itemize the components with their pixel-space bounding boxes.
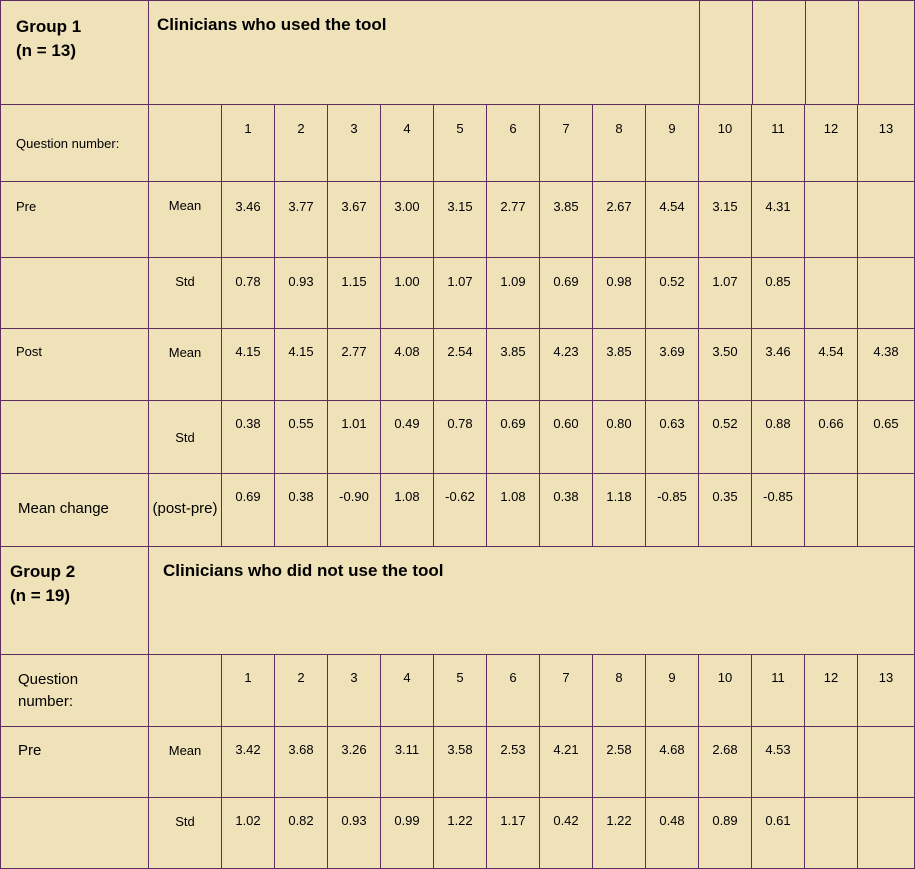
g1-post-std-value: 0.49: [380, 400, 434, 474]
group2-title: Clinicians who did not use the tool: [148, 546, 915, 655]
g1-pre-std-value: 1.07: [433, 257, 487, 329]
g1-post-std-value: 0.65: [857, 400, 915, 474]
g1-mean-change-value: 0.38: [274, 473, 328, 547]
g2-pre-mean-value: 2.58: [592, 726, 646, 798]
mean-change-label: Mean change: [0, 473, 149, 547]
g1-question-number: 5: [433, 104, 487, 182]
g1-mean-change-value: 0.69: [221, 473, 275, 547]
g1-post-std-value: 0.69: [486, 400, 540, 474]
g1-pre-mean-value: 3.77: [274, 181, 328, 258]
g1-pre-mean-value: 3.85: [539, 181, 593, 258]
g2-question-number: 7: [539, 654, 593, 727]
pre-label: Pre: [0, 726, 149, 798]
g2-pre-std-value: 0.48: [645, 797, 699, 869]
pre-std-label-frame: [148, 797, 222, 869]
g1-question-number: 4: [380, 104, 434, 182]
g1-pre-mean-value: [804, 181, 858, 258]
g1-question-number: 9: [645, 104, 699, 182]
g2-pre-mean-value: 4.21: [539, 726, 593, 798]
g1-post-mean-value: 4.15: [274, 328, 328, 401]
g2-pre-std-value: [804, 797, 858, 869]
g2-pre-mean-value: 3.42: [221, 726, 275, 798]
g2-pre-std-value: 0.42: [539, 797, 593, 869]
group1-title: Clinicians who used the tool: [148, 0, 700, 105]
group2-label-line1: Group 2: [10, 562, 76, 581]
g2-pre-std-value: [857, 797, 915, 869]
g2-question-number: 2: [274, 654, 328, 727]
post-mean-label-frame: [148, 328, 222, 401]
g1-pre-std-value: 1.15: [327, 257, 381, 329]
pre-label: Pre: [0, 181, 149, 258]
group1-header-blank: [699, 0, 753, 105]
g1-question-number: 2: [274, 104, 328, 182]
g1-question-number: 3: [327, 104, 381, 182]
g1-pre-std-value: 0.69: [539, 257, 593, 329]
g2-pre-mean-value: 4.53: [751, 726, 805, 798]
g2-pre-mean-value: 3.26: [327, 726, 381, 798]
g1-question-number: 6: [486, 104, 540, 182]
mean-label: Mean: [148, 726, 222, 774]
g1-pre-mean-value: 3.67: [327, 181, 381, 258]
mean-label: Mean: [148, 181, 222, 229]
pre-std-label-frame: [148, 257, 222, 329]
g1-mean-change-value: -0.85: [645, 473, 699, 547]
blank-cell: [0, 400, 149, 474]
group1-label: [0, 0, 149, 105]
g1-post-std-value: 0.80: [592, 400, 646, 474]
g2-pre-std-value: 1.22: [433, 797, 487, 869]
std-label: Std: [148, 797, 222, 845]
pre-mean-label-frame: [148, 181, 222, 258]
g1-post-mean-value: 4.08: [380, 328, 434, 401]
g1-mean-change-value: [857, 473, 915, 547]
blank-cell: [148, 104, 222, 182]
post-label: Post: [0, 328, 149, 401]
g2-pre-mean-value: 3.11: [380, 726, 434, 798]
g2-pre-std-value: 0.82: [274, 797, 328, 869]
g1-pre-std-value: 0.98: [592, 257, 646, 329]
g1-question-number: 13: [857, 104, 915, 182]
g2-question-number: 5: [433, 654, 487, 727]
g1-post-mean-value: 4.23: [539, 328, 593, 401]
g2-pre-std-value: 1.17: [486, 797, 540, 869]
mean-label: Mean: [148, 328, 222, 375]
std-label: Std: [148, 400, 222, 474]
std-label: Std: [148, 257, 222, 304]
g1-post-std-value: 0.88: [751, 400, 805, 474]
group1-header-blank: [805, 0, 859, 105]
g2-pre-std-value: 1.22: [592, 797, 646, 869]
g1-post-mean-value: 3.69: [645, 328, 699, 401]
g2-question-number: 12: [804, 654, 858, 727]
g1-mean-change-value: 1.08: [486, 473, 540, 547]
g2-question-number: 11: [751, 654, 805, 727]
g2-question-number: 9: [645, 654, 699, 727]
g1-post-std-value: 1.01: [327, 400, 381, 474]
g1-pre-std-value: 1.07: [698, 257, 752, 329]
question-label-line2: number:: [18, 692, 74, 710]
g1-question-number: 7: [539, 104, 593, 182]
g1-question-number: 1: [221, 104, 275, 182]
g2-question-number: 3: [327, 654, 381, 727]
g2-pre-mean-value: 3.58: [433, 726, 487, 798]
g1-question-number: 12: [804, 104, 858, 182]
g2-question-number: 13: [857, 654, 915, 727]
group1-label-line2: (n = 13): [16, 41, 76, 60]
g1-post-std-value: 0.66: [804, 400, 858, 474]
g2-pre-std-value: 1.02: [221, 797, 275, 869]
g1-post-std-value: 0.52: [698, 400, 752, 474]
g2-question-number: 4: [380, 654, 434, 727]
g1-pre-std-value: 0.93: [274, 257, 328, 329]
g1-pre-std-value: 1.09: [486, 257, 540, 329]
g1-mean-change-value: -0.62: [433, 473, 487, 547]
post-pre-label: (post-pre): [148, 473, 222, 547]
g1-pre-mean-value: 3.15: [698, 181, 752, 258]
g1-pre-std-value: 0.78: [221, 257, 275, 329]
g2-pre-std-value: 0.93: [327, 797, 381, 869]
g1-mean-change-value: -0.85: [751, 473, 805, 547]
blank-cell: [0, 797, 149, 869]
g2-pre-std-value: 0.89: [698, 797, 752, 869]
g1-mean-change-value: 0.38: [539, 473, 593, 547]
g1-pre-mean-value: 4.54: [645, 181, 699, 258]
g1-post-mean-value: 3.46: [751, 328, 805, 401]
g1-pre-std-value: [857, 257, 915, 329]
g1-post-mean-value: 4.54: [804, 328, 858, 401]
g2-pre-mean-value: [857, 726, 915, 798]
g1-post-mean-value: 3.85: [592, 328, 646, 401]
g1-mean-change-value: 1.08: [380, 473, 434, 547]
g1-post-mean-value: 2.54: [433, 328, 487, 401]
g2-pre-std-value: 0.99: [380, 797, 434, 869]
g1-pre-mean-value: [857, 181, 915, 258]
g2-pre-mean-value: 2.53: [486, 726, 540, 798]
g1-pre-mean-value: 3.15: [433, 181, 487, 258]
group1-header-blank: [752, 0, 806, 105]
g1-pre-mean-value: 3.46: [221, 181, 275, 258]
g1-post-std-value: 0.63: [645, 400, 699, 474]
group2-label: [0, 546, 149, 655]
g2-pre-std-value: 0.61: [751, 797, 805, 869]
g1-post-std-value: 0.38: [221, 400, 275, 474]
g1-question-number: 10: [698, 104, 752, 182]
g1-post-std-value: 0.78: [433, 400, 487, 474]
g1-question-number: 8: [592, 104, 646, 182]
g1-post-mean-value: 3.85: [486, 328, 540, 401]
g2-pre-mean-value: [804, 726, 858, 798]
g1-post-std-value: 0.55: [274, 400, 328, 474]
g2-pre-mean-value: 4.68: [645, 726, 699, 798]
group1-label-line1: Group 1: [16, 17, 82, 36]
g1-post-mean-value: 4.38: [857, 328, 915, 401]
g1-mean-change-value: -0.90: [327, 473, 381, 547]
question-number-label: Question number:: [0, 104, 149, 182]
g1-pre-mean-value: 2.77: [486, 181, 540, 258]
g1-pre-mean-value: 2.67: [592, 181, 646, 258]
g2-question-number: 1: [221, 654, 275, 727]
g1-post-mean-value: 4.15: [221, 328, 275, 401]
g1-pre-std-value: 0.52: [645, 257, 699, 329]
g2-question-number: 8: [592, 654, 646, 727]
g1-post-mean-value: 2.77: [327, 328, 381, 401]
g1-mean-change-value: [804, 473, 858, 547]
group1-header-blank: [858, 0, 915, 105]
g1-mean-change-value: 0.35: [698, 473, 752, 547]
g1-pre-std-value: [804, 257, 858, 329]
group2-label-line2: (n = 19): [10, 586, 70, 605]
g1-post-mean-value: 3.50: [698, 328, 752, 401]
g2-question-number: 10: [698, 654, 752, 727]
g2-pre-mean-value: 3.68: [274, 726, 328, 798]
g1-pre-mean-value: 3.00: [380, 181, 434, 258]
g1-question-number: 11: [751, 104, 805, 182]
pre-mean-label-frame: [148, 726, 222, 798]
g1-post-std-value: 0.60: [539, 400, 593, 474]
question-number-label: [0, 654, 149, 727]
g2-pre-mean-value: 2.68: [698, 726, 752, 798]
g2-question-number: 6: [486, 654, 540, 727]
g1-pre-std-value: 0.85: [751, 257, 805, 329]
question-label-line1: Question: [18, 670, 79, 688]
g1-pre-mean-value: 4.31: [751, 181, 805, 258]
g1-mean-change-value: 1.18: [592, 473, 646, 547]
blank-cell: [148, 654, 222, 727]
blank-cell: [0, 257, 149, 329]
g1-pre-std-value: 1.00: [380, 257, 434, 329]
